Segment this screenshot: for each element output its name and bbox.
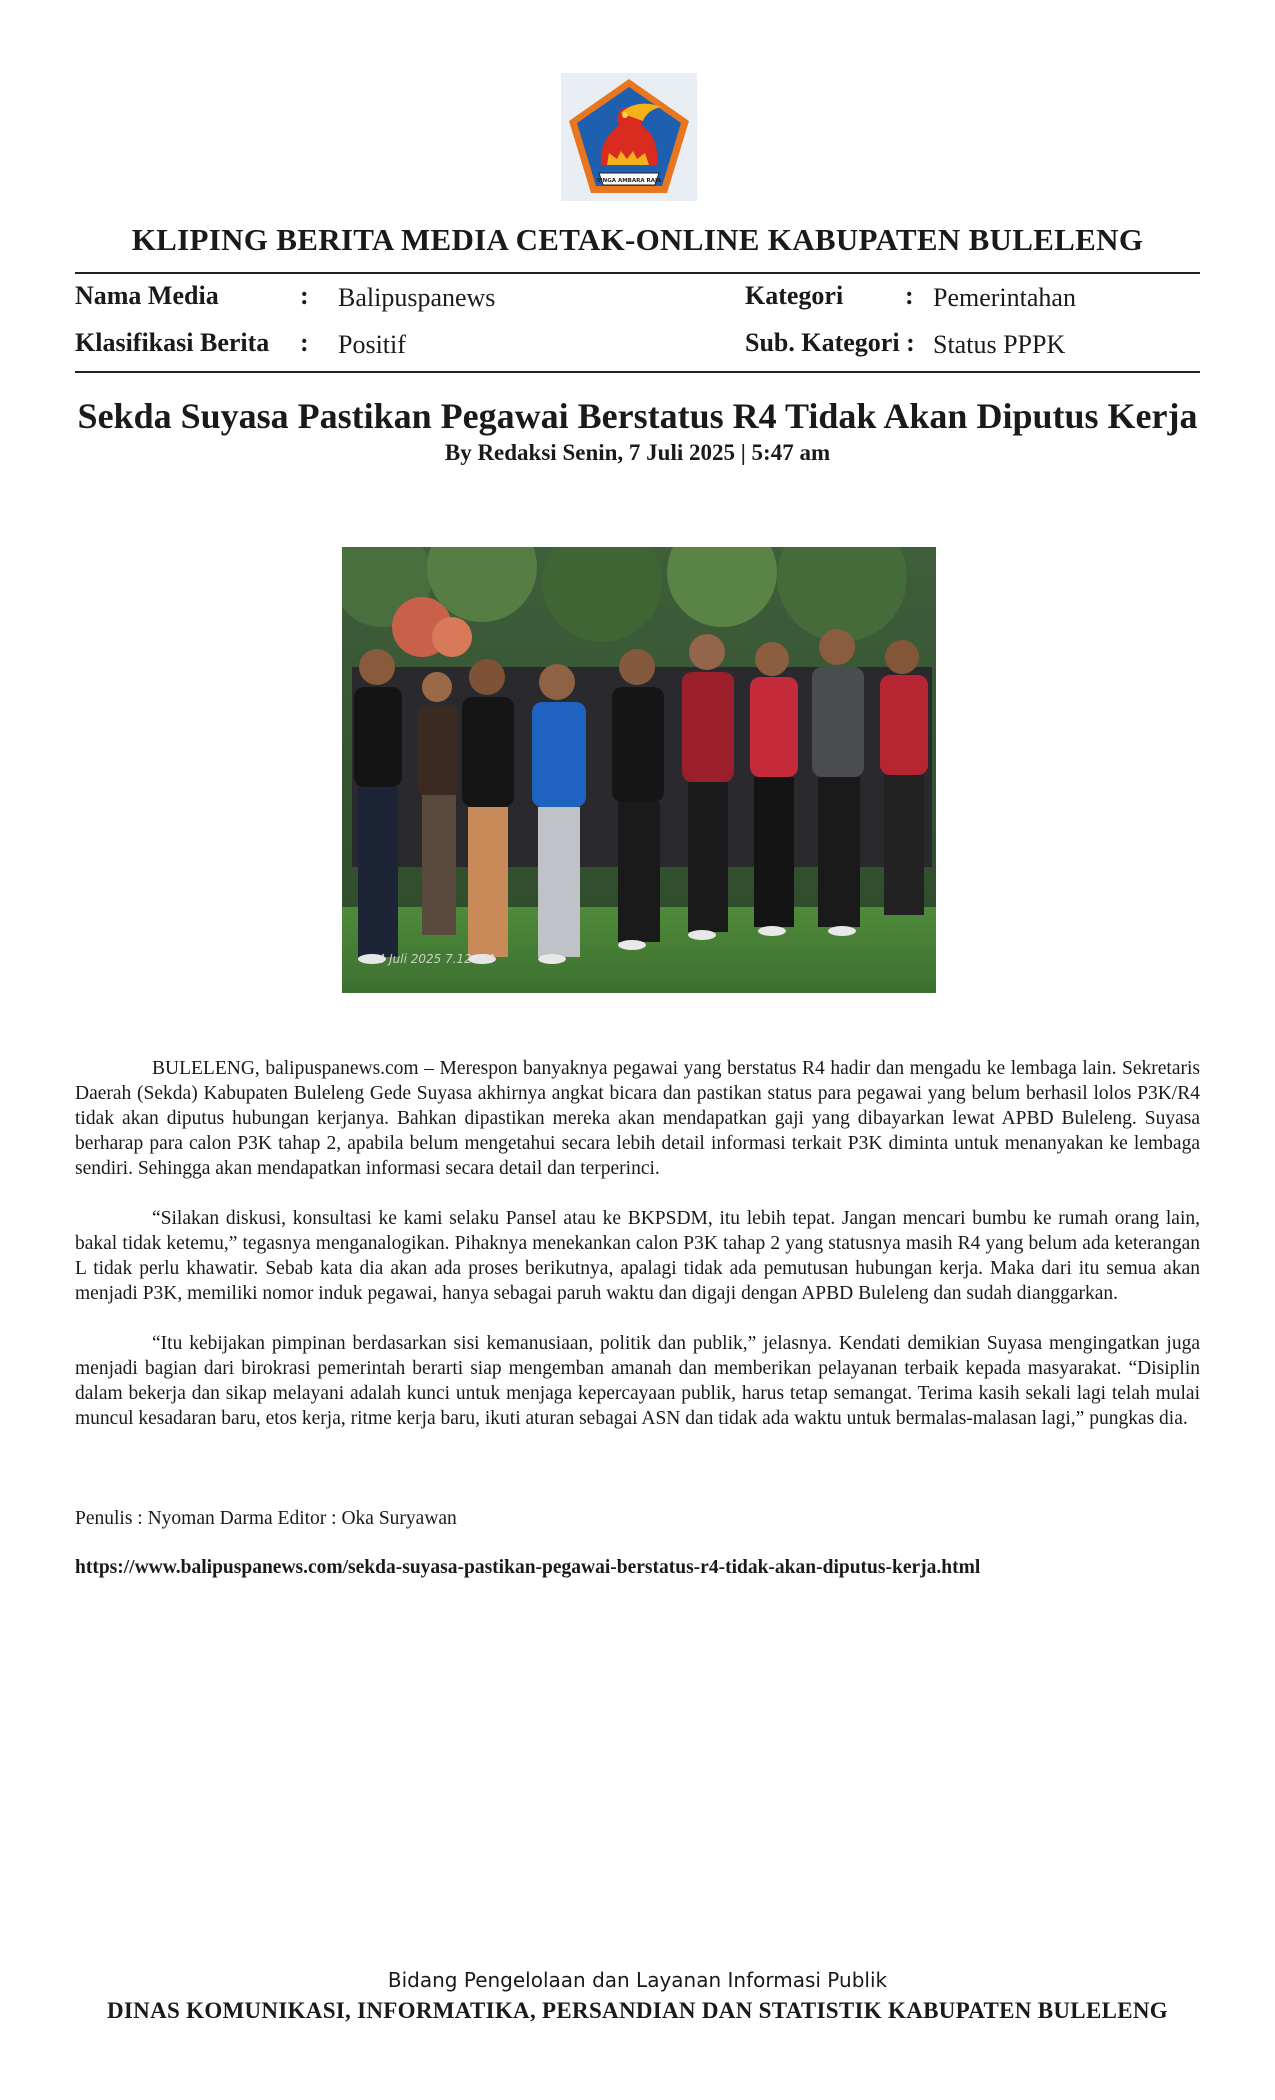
klasifikasi-value: Positif <box>338 330 406 359</box>
kategori-colon: : <box>905 281 914 310</box>
article-photo <box>342 547 936 993</box>
footer-agency: DINAS KOMUNIKASI, INFORMATIKA, PERSANDIAN DAN STATISTIK KABUPATEN BULELENG <box>107 1998 1168 2023</box>
article-credits: Penulis : Nyoman Darma Editor : Oka Suryawan <box>75 1508 457 1529</box>
article-body <box>75 1056 1200 1456</box>
article-paragraph: BULELENG, balipuspanews.com – Merespon banyaknya pegawai yang berstatus R4 hadir dan mengadu ke lembaga lain. Sekretaris Daerah (Sekda) Kabupaten Buleleng Gede Suyasa akhirnya angkat bicara dan pastikan status para pegawai yang belum berhasil lolos P3K/R4 tidak akan diputus hubungan kerjanya. Bahkan dipastikan mereka akan mendapatkan gaji yang dibayarkan lewat APBD Buleleng. Suyasa berharap para calon P3K tahap 2, apabila belum mengetahui secara lebih detail informasi terkait P3K diminta untuk menanyakan ke lembaga sendiri. Sehingga akan mendapatkan informasi secara detail dan terperinci. <box>75 1058 1200 1179</box>
media-value: Balipuspanews <box>338 283 496 312</box>
document-title: KLIPING BERITA MEDIA CETAK-ONLINE KABUPATEN BULELENG <box>131 222 1144 257</box>
emblem-motto-text: SINGA AMBARA RAJA <box>596 178 662 184</box>
subkategori-value: Status PPPK <box>933 330 1066 359</box>
article-paragraph: “Itu kebijakan pimpinan berdasarkan sisi kemanusiaan, politik dan publik,” jelasnya. Kendati demikian Suyasa mengingatkan juga menjadi bagian dari birokrasi pemerintah berarti siap mengemban amanah dan memberikan pelayanan terbaik kepada masyarakat. “Disiplin dalam bekerja dan sikap melayani adalah kunci untuk menjaga kepercayaan publik, harus tetap semangat. Terima kasih sekali lagi telah mulai muncul kesadaran baru, etos kerja, ritme kerja baru, ikuti aturan sebagai ASN dan tidak ada waktu untuk bermalas-malasan lagi,” pungkas dia. <box>75 1333 1200 1429</box>
klasifikasi-label: Klasifikasi Berita <box>75 328 270 357</box>
media-label: Nama Media <box>75 281 219 310</box>
header-divider-bottom <box>75 371 1200 373</box>
kategori-value: Pemerintahan <box>933 283 1076 312</box>
klasifikasi-colon: : <box>300 328 309 357</box>
photo-timestamp: 04 Juli 2025 7.12 AM <box>370 952 495 966</box>
article-headline: Sekda Suyasa Pastikan Pegawai Berstatus R4 Tidak Akan Diputus Kerja <box>77 396 1198 436</box>
subkategori-label: Sub. Kategori : <box>745 328 915 357</box>
kategori-label: Kategori <box>745 281 844 310</box>
article-source-url: https://www.balipuspanews.com/sekda-suyasa-pastikan-pegawai-berstatus-r4-tidak-akan-diputus-kerja.html <box>75 1557 981 1578</box>
article-paragraph: “Silakan diskusi, konsultasi ke kami selaku Pansel atau ke BKPSDM, itu lebih tepat. Jangan mencari bumbu ke rumah orang lain, bakal tidak ketemu,” tegasnya menganalogikan. Pihaknya menekankan calon P3K tahap 2 yang statusnya masih R4 yang belum ada keterangan L tidak perlu khawatir. Sebab kata dia akan ada proses berikutnya, apalagi tidak ada pemutusan hubungan kerja. Maka dari itu semua akan menjadi P3K, memiliki nomor induk pegawai, hanya sebagai paruh waktu dan digaji dengan APBD Buleleng dan sudah dianggarkan. <box>75 1208 1200 1304</box>
header-divider-top <box>75 272 1200 274</box>
footer-division: Bidang Pengelolaan dan Layanan Informasi Publik <box>387 1968 888 1992</box>
article-byline: By Redaksi Senin, 7 Juli 2025 | 5:47 am <box>444 440 831 465</box>
buleleng-emblem-logo <box>561 73 697 201</box>
media-colon: : <box>300 281 309 310</box>
